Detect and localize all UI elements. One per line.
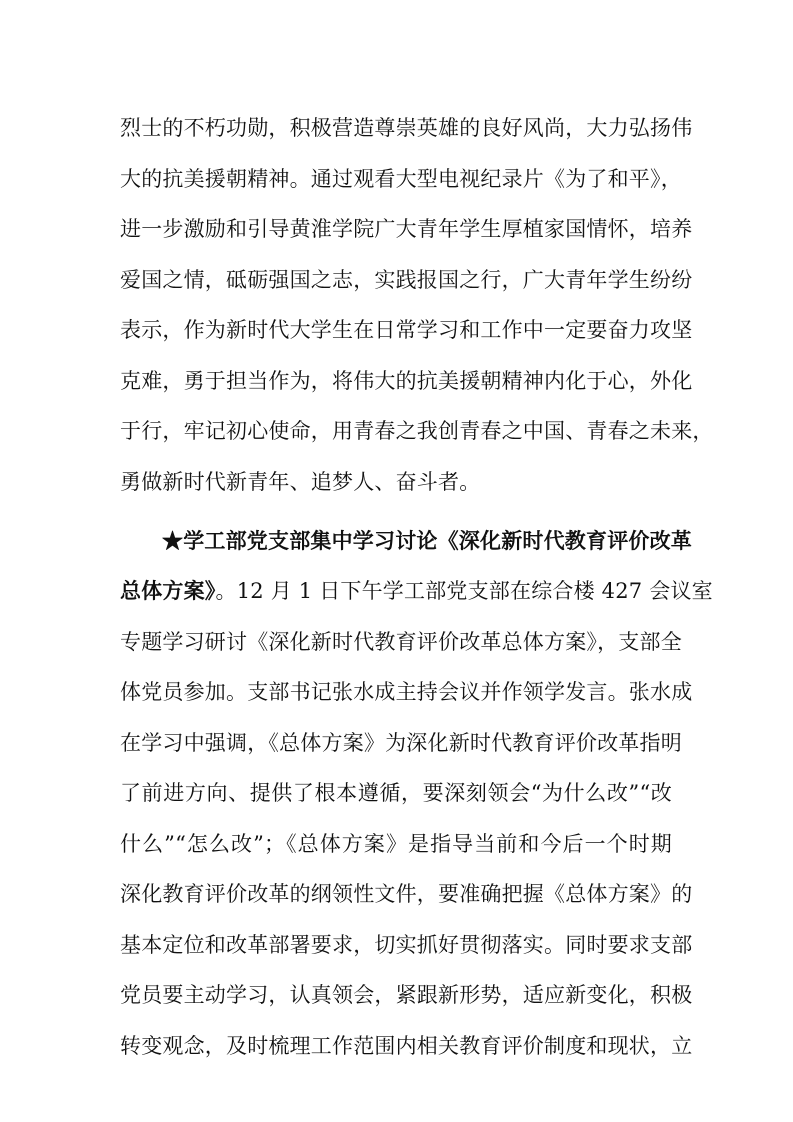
section-heading: ★学工部党支部集中学习讨论《深化新时代教育评价改革 [162, 528, 692, 553]
paragraph-line: 在学习中强调，《总体方案》为深化新时代教育评价改革指明 [120, 731, 682, 755]
paragraph-line: 大的抗美援朝精神。通过观看大型电视纪录片《为了和平》， [120, 167, 682, 191]
paragraph-line: 于行，牢记初心使命，用青春之我创青春之中国、青春之未来， [120, 419, 714, 443]
paragraph-line: 深化教育评价改革的纲领性文件，要准确把握《总体方案》的 [120, 882, 693, 906]
paragraph-line: 专题学习研讨《深化新时代教育评价改革总体方案》，支部全 [120, 630, 682, 654]
paragraph-line [120, 577, 713, 605]
paragraph-line: 进一步激励和引导黄淮学院广大青年学生厚植家国情怀，培养 [120, 217, 693, 241]
paragraph-line: 爱国之情，砥砺强国之志，实践报国之行，广大青年学生纷纷 [120, 268, 693, 292]
paragraph-line: 基本定位和改革部署要求，切实抓好贯彻落实。同时要求支部 [120, 933, 693, 957]
paragraph-line: 克难，勇于担当作为，将伟大的抗美援朝精神内化于心，外化 [120, 369, 693, 393]
paragraph-line: 什么”“怎么改”；《总体方案》是指导当前和今后一个时期 [120, 832, 672, 856]
paragraph-line: 体党员参加。支部书记张水成主持会议并作领学发言。张水成 [120, 680, 693, 704]
paragraph-line: 表示，作为新时代大学生在日常学习和工作中一定要奋力攻坚 [120, 318, 693, 342]
paragraph-line: 党员要主动学习，认真领会，紧跟新形势，适应新变化，积极 [120, 983, 693, 1007]
section-heading-end: 总体方案》 [120, 578, 216, 603]
paragraph-line: 勇做新时代新青年、追梦人、奋斗者。 [120, 470, 481, 494]
paragraph-line: 了前进方向、提供了根本遵循，要深刻领会“为什么改”“改 [120, 781, 672, 805]
paragraph-line: 烈士的不朽功勋，积极营造尊崇英雄的良好风尚，大力弘扬伟 [120, 116, 693, 140]
paragraph-line: 转变观念，及时梳理工作范围内相关教育评价制度和现状，立 [120, 1034, 693, 1058]
paragraph-text: 。12 月 1 日下午学工部党支部在综合楼 427 会议室 [215, 579, 713, 603]
